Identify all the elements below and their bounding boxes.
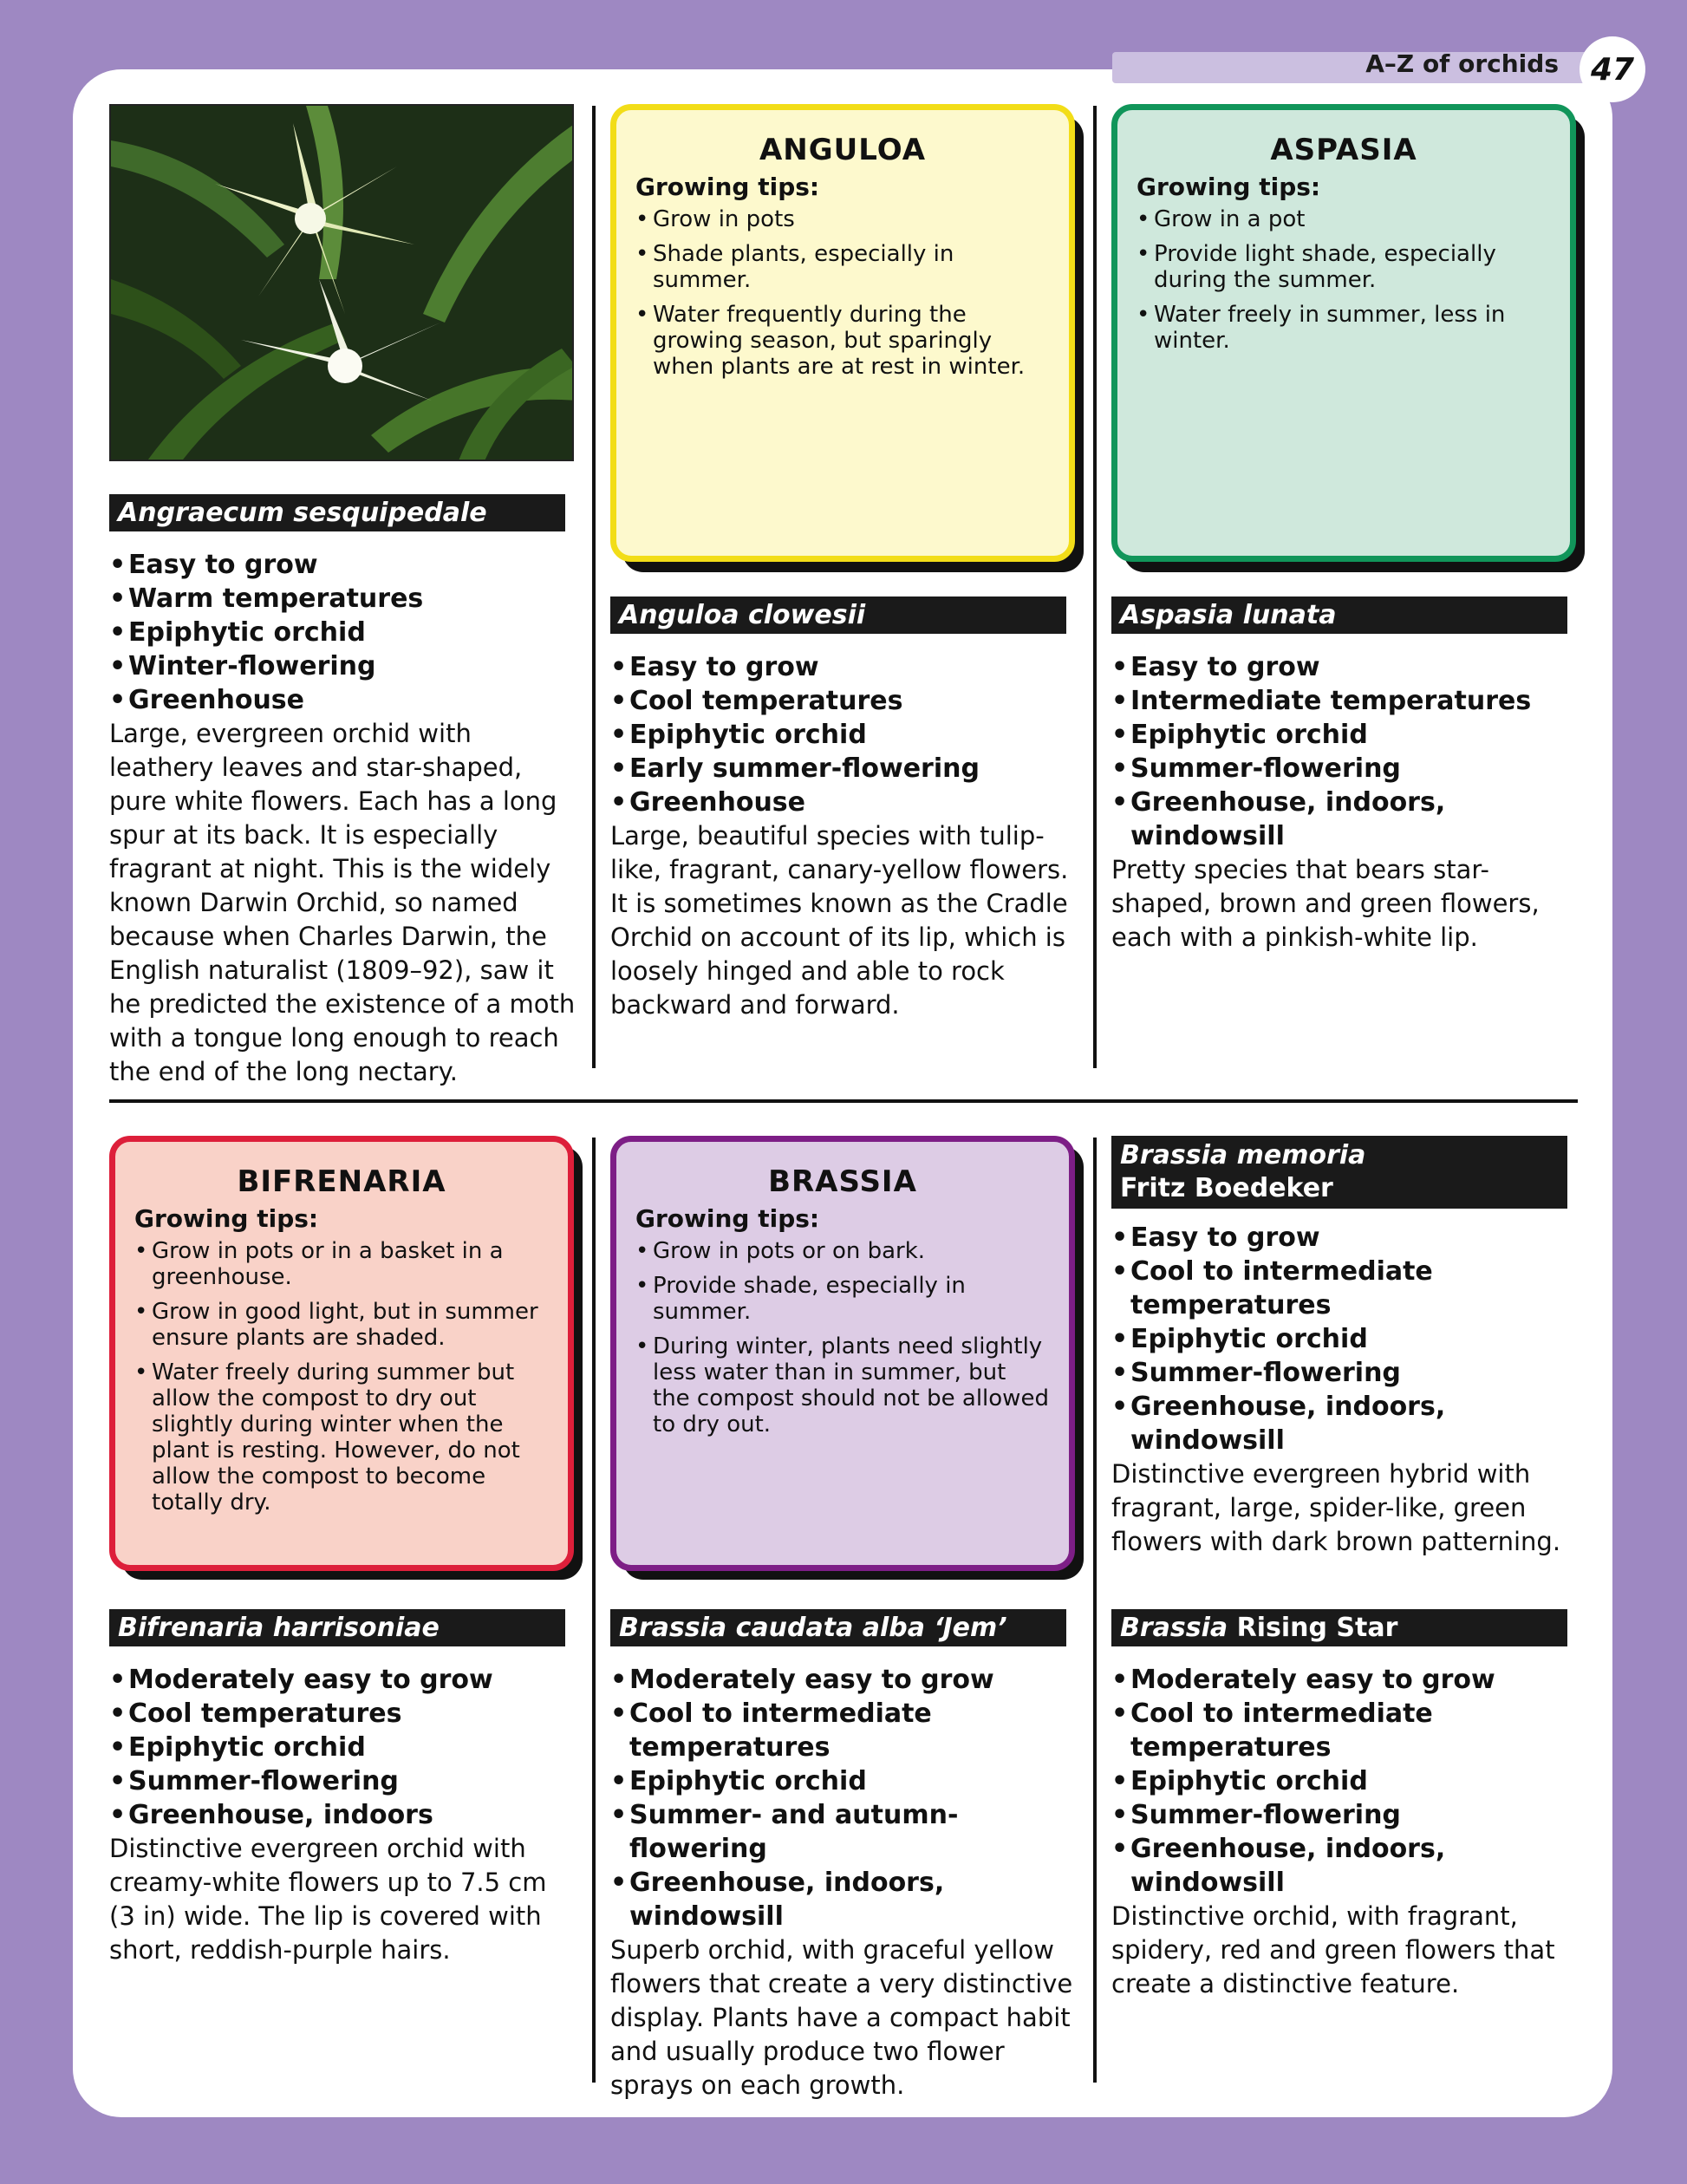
trait-item: • Moderately easy to grow xyxy=(1111,1663,1580,1697)
tips-list xyxy=(1137,206,1551,354)
orchid-photo xyxy=(109,104,574,461)
trait-item: • Epiphytic orchid xyxy=(1111,1764,1580,1798)
trait-item: • Greenhouse, indoors, windowsill xyxy=(1111,1832,1580,1900)
traits-list xyxy=(1111,1663,1580,1900)
species-name: Angraecum sesquipedale xyxy=(118,498,487,528)
trait-item: • Easy to grow xyxy=(1111,650,1580,684)
species-description: Superb orchid, with graceful yellow flowers that create a very distinctive display. Plants have a compact habit and usually produce two flower sprays on each growth. xyxy=(610,1935,1073,2100)
tip-item: • Shade plants, especially in summer. xyxy=(635,241,1050,293)
traits-list xyxy=(610,650,1078,819)
growing-tips-label: Growing tips: xyxy=(635,173,820,201)
trait-item: • Cool to intermediate temperatures xyxy=(610,1697,1078,1764)
species-name: Brassia xyxy=(1120,1613,1228,1643)
bifrenaria-tip-box xyxy=(109,1136,574,1571)
species-name-bar xyxy=(109,1609,565,1646)
species-entry xyxy=(1111,1663,1580,2001)
species-cultivar-name: Fritz Boedeker xyxy=(1120,1173,1333,1203)
species-entry xyxy=(1111,650,1580,955)
column-divider xyxy=(1093,1138,1097,2083)
trait-item: • Easy to grow xyxy=(610,650,1078,684)
trait-item: • Greenhouse xyxy=(610,786,1078,819)
page-number: 47 xyxy=(1580,36,1645,102)
tip-item: • Grow in pots xyxy=(635,206,1050,232)
traits-list xyxy=(1111,650,1580,853)
tips-list xyxy=(635,1238,1050,1438)
species-name: Aspasia lunata xyxy=(1120,600,1337,630)
species-name: Bifrenaria harrisoniae xyxy=(118,1613,440,1643)
trait-item: • Cool to intermediate temperatures xyxy=(1111,1697,1580,1764)
traits-list xyxy=(109,1663,577,1832)
trait-item: • Greenhouse, indoors, windowsill xyxy=(610,1866,1078,1933)
species-description: Pretty species that bears star-shaped, brown and green flowers, each with a pinkish-white lip. xyxy=(1111,855,1540,952)
trait-item: • Epiphytic orchid xyxy=(1111,1322,1580,1356)
section-title: A–Z of orchids xyxy=(1365,49,1559,78)
growing-tips-label: Growing tips: xyxy=(1137,173,1321,201)
anguloa-tip-box xyxy=(610,104,1075,562)
tip-item: • Grow in pots or in a basket in a greenhouse. xyxy=(134,1238,549,1290)
traits-list xyxy=(1111,1221,1580,1457)
species-entry xyxy=(610,1663,1078,2103)
trait-item: • Summer-flowering xyxy=(1111,1798,1580,1832)
trait-item: • Greenhouse xyxy=(109,683,577,717)
tip-item: • Provide light shade, especially during the summer. xyxy=(1137,241,1551,293)
trait-item: • Moderately easy to grow xyxy=(610,1663,1078,1697)
species-name: Anguloa clowesii xyxy=(619,600,866,630)
trait-item: • Easy to grow xyxy=(109,548,577,582)
tip-item: • Water freely during summer but allow the compost to dry out slightly during winter when the plant is resting. However, do not allow the compost to become totally dry. xyxy=(134,1359,549,1516)
species-name-bar xyxy=(610,1609,1066,1646)
box-title: BIFRENARIA xyxy=(237,1164,446,1199)
species-description: Distinctive orchid, with fragrant, spidery, red and green flowers that create a distinctive feature. xyxy=(1111,1901,1555,1998)
tips-list xyxy=(635,206,1050,380)
tips-list xyxy=(134,1238,549,1516)
growing-tips-label: Growing tips: xyxy=(635,1204,820,1233)
species-description: Large, evergreen orchid with leathery leaves and star-shaped, pure white flowers. Each has a long spur at its back. It is especially fragrant at night. This is the widely known Darwin Orchid, so named because when Charles Darwin, the English naturalist (1809–92), saw it he predicted the existence of a moth with a tongue long enough to reach the end of the long nectary. xyxy=(109,719,576,1086)
species-entry xyxy=(109,548,577,1089)
trait-item: • Epiphytic orchid xyxy=(610,1764,1078,1798)
trait-item: • Greenhouse, indoors, windowsill xyxy=(1111,786,1580,853)
column-divider xyxy=(592,1138,596,2083)
growing-tips-label: Growing tips: xyxy=(134,1204,319,1233)
species-description: Distinctive evergreen hybrid with fragrant, large, spider-like, green flowers with dark brown patterning. xyxy=(1111,1459,1561,1556)
species-name-bar xyxy=(109,494,565,531)
trait-item: • Intermediate temperatures xyxy=(1111,684,1580,718)
box-title: ANGULOA xyxy=(759,133,927,167)
column-divider xyxy=(1093,106,1097,1068)
species-entry xyxy=(109,1663,577,1967)
trait-item: • Greenhouse, indoors, windowsill xyxy=(1111,1390,1580,1457)
row-divider xyxy=(109,1099,1578,1103)
trait-item: • Summer-flowering xyxy=(109,1764,577,1798)
trait-item: • Epiphytic orchid xyxy=(109,616,577,649)
trait-item: • Epiphytic orchid xyxy=(109,1731,577,1764)
brassia-tip-box xyxy=(610,1136,1075,1571)
tip-item: • Grow in pots or on bark. xyxy=(635,1238,1050,1264)
species-name: Brassia caudata alba ‘Jem’ xyxy=(619,1613,1007,1643)
trait-item: • Summer-flowering xyxy=(1111,1356,1580,1390)
species-name-bar xyxy=(1111,1136,1567,1209)
species-name-bar xyxy=(1111,1609,1567,1646)
trait-item: • Easy to grow xyxy=(1111,1221,1580,1255)
trait-item: • Moderately easy to grow xyxy=(109,1663,577,1697)
aspasia-tip-box xyxy=(1111,104,1576,562)
trait-item: • Cool temperatures xyxy=(610,684,1078,718)
trait-item: • Greenhouse, indoors xyxy=(109,1798,577,1832)
trait-item: • Cool temperatures xyxy=(109,1697,577,1731)
tip-item: • Grow in good light, but in summer ensure plants are shaded. xyxy=(134,1299,549,1351)
tip-item: • Provide shade, especially in summer. xyxy=(635,1273,1050,1325)
tip-item: • Grow in a pot xyxy=(1137,206,1551,232)
species-name-bar xyxy=(1111,597,1567,634)
trait-item: • Epiphytic orchid xyxy=(1111,718,1580,752)
species-name-bar xyxy=(610,597,1066,634)
traits-list xyxy=(109,548,577,717)
trait-item: • Summer-flowering xyxy=(1111,752,1580,786)
species-entry xyxy=(610,650,1078,1022)
species-entry xyxy=(1111,1221,1580,1559)
species-name: Brassia memoria xyxy=(1120,1140,1366,1170)
trait-item: • Warm temperatures xyxy=(109,582,577,616)
trait-item: • Epiphytic orchid xyxy=(610,718,1078,752)
tip-item: • During winter, plants need slightly less water than in summer, but the compost should not be allowed to dry out. xyxy=(635,1333,1050,1438)
box-title: BRASSIA xyxy=(768,1164,917,1199)
trait-item: • Winter-flowering xyxy=(109,649,577,683)
species-description: Large, beautiful species with tulip-like, fragrant, canary-yellow flowers. It is sometimes known as the Cradle Orchid on account of its lip, which is loosely hinged and able to rock backward and forward. xyxy=(610,821,1069,1020)
box-title: ASPASIA xyxy=(1270,133,1417,167)
trait-item: • Early summer-flowering xyxy=(610,752,1078,786)
tip-item: • Water frequently during the growing season, but sparingly when plants are at rest in winter. xyxy=(635,302,1050,380)
column-divider xyxy=(592,106,596,1068)
species-cultivar-name: Rising Star xyxy=(1236,1613,1398,1643)
trait-item: • Summer- and autumn-flowering xyxy=(610,1798,1078,1866)
traits-list xyxy=(610,1663,1078,1933)
trait-item: • Cool to intermediate temperatures xyxy=(1111,1255,1580,1322)
tip-item: • Water freely in summer, less in winter. xyxy=(1137,302,1551,354)
species-description: Distinctive evergreen orchid with creamy-white flowers up to 7.5 cm (3 in) wide. The lip is covered with short, reddish-purple hairs. xyxy=(109,1834,547,1965)
